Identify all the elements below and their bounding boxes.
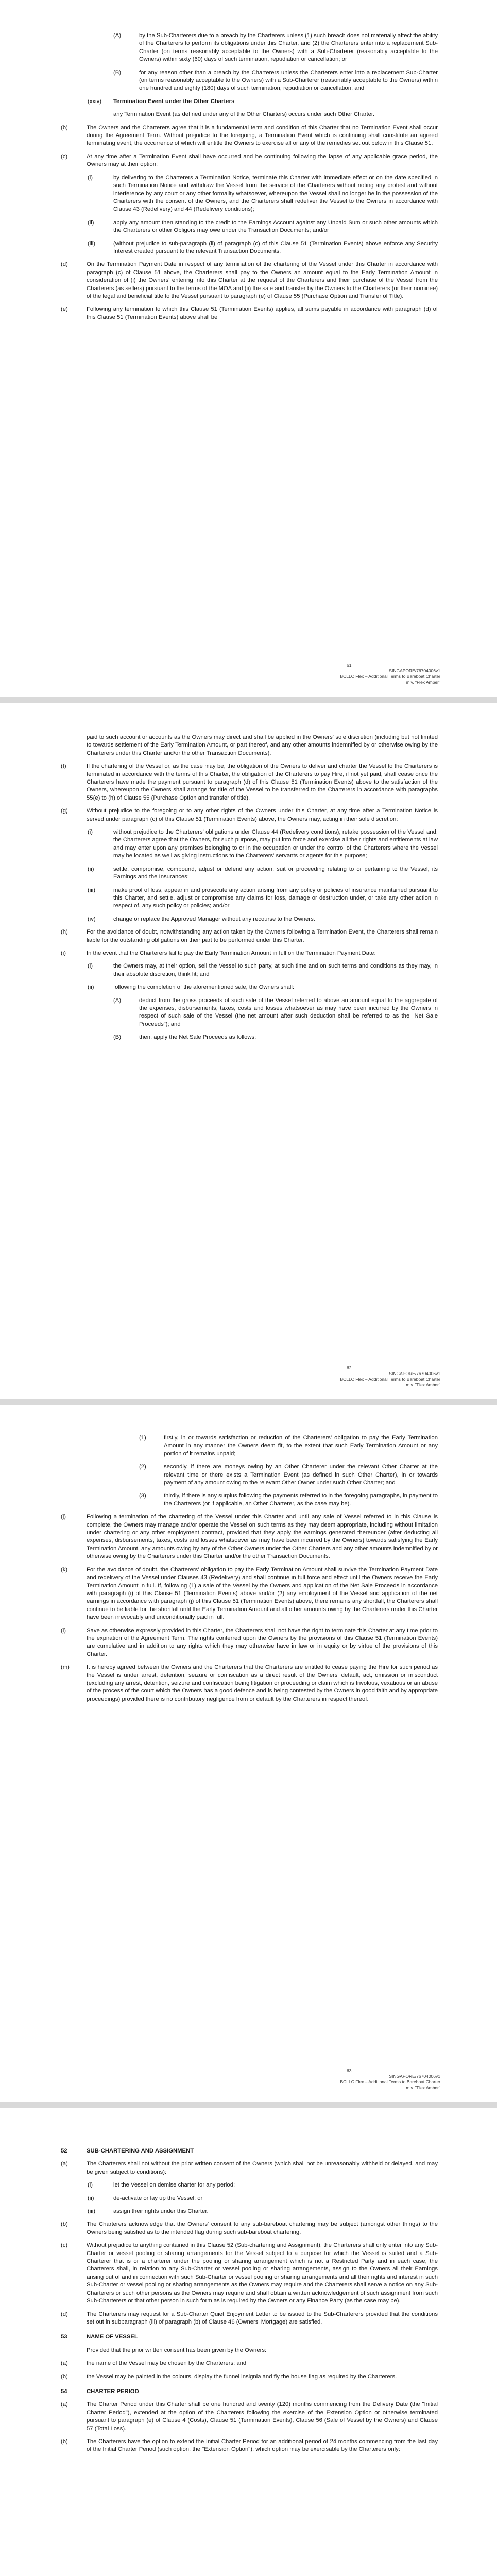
clause-text: paid to such account or accounts as the Owners may direct and shall be applied in the Owners' sole discretion (including but not limited to towards settlement of the Early Termination Amount, or part thereof, and any other amounts indemnified by or otherwise owing by the Charterers under this Charter and/or the other Transaction Documents). [87,734,438,756]
clause-text: by delivering to the Charterers a Termination Notice, terminate this Charter with immediate effect or on the date specified in such Termination Notice and withdraw the Vessel from the service of the Charterers without noting any protest and without interference by any court or any other formality whatsoever, whereupon the Vessel shall no longer be in the possession of the Charterers with the consent of the Owners, and the Charterers shall redeliver the Vessel to the Owners in accordance with Clause 43 (Redelivery) and 44 (Redelivery conditions); [113,174,438,213]
page-number: 63 [347,2068,352,2073]
footer-vessel: m.v. "Flex Amber" [406,680,440,685]
clause-paragraph [61,887,438,910]
clause-paragraph [61,984,438,991]
document-page-1 [0,0,497,697]
clause-paragraph [61,69,438,93]
clause-number: (c) [61,153,68,160]
clause-paragraph [61,828,438,860]
page-number: 62 [347,1365,352,1370]
clause-text: The Charterers have the option to extend the Initial Charter Period for an additional period of 24 months commencing from the last day of the Initial Charter Period (such option, the "Extension Option"), which option may be exercisable by the Charterers only: [87,2438,438,2453]
clause-number: (B) [113,1034,122,1041]
page-4-body [61,2140,438,2459]
clause-number: (ii) [88,219,94,226]
document-page-4 [0,2108,497,2576]
clause-number: (d) [61,2311,68,2317]
clause-text: The Charterers acknowledge that the Owners' consent to any sub-bareboat chartering may be subject (amongst other things) to the Owners being satisfied as to the intended flag during such sub-bareboat chartering. [87,2221,438,2235]
clause-number: (iv) [88,916,96,922]
section-number: 54 [61,2388,67,2395]
clause-number: (A) [113,32,122,39]
clause-text: firstly, in or towards satisfaction or reduction of the Charterers' obligation to pay the Early Termination Amount in any manner the Owners deem fit, to the extent that such Early Termination Amount or any portion of it remains unpaid; [164,1435,438,1457]
clause-text: the name of the Vessel may be chosen by the Charterers; and [87,2360,247,2367]
clause-number: (A) [113,997,122,1004]
clause-paragraph [61,111,438,118]
clause-text: The Owners and the Charterers agree that it is a fundamental term and condition of this Charter that no Termination Event shall occur during the Agreement Term. Without prejudice to the foregoing, a Termination Event which is continuing shall constitute an agreed terminating event, the occurrence of which will entitle the Owners to exercise all or any of the remedies set out below in this Clause 51. [87,124,438,147]
clause-number: (iii) [88,240,96,247]
section-heading [61,2147,438,2155]
clause-number: (b) [61,124,68,131]
clause-text: assign their rights under this Charter. [113,2208,209,2215]
clause-paragraph [61,2242,438,2305]
footer-vessel: m.v. "Flex Amber" [406,2085,440,2090]
clause-paragraph [61,174,438,214]
clause-text: The Charter Period under this Charter shall be one hundred and twenty (120) months commencing from the Delivery Date (the "Initial Charter Period"), extended at the option of the Charterers following the exercise of the Extension Option or otherwise terminated pursuant to paragraph (e) of Clause 4 (Costs), Clause 51 (Termination Events), Clause 56 (Sale of Vessel by the Owners) and Clause 57 (Total Loss). [87,2401,438,2432]
clause-number: (g) [61,808,68,815]
clause-text: It is hereby agreed between the Owners and the Charterers that the Charterers are entitled to cease paying the Hire for such period as the Vessel is under arrest, detention, seizure or confiscation as a direct result of the Owners' default, act, omission or misconduct (excluding any arrest, detention, seizure and confiscation being litigation or proceeding or claim which is frivolous, vexatious or an abuse of the process of the court which the Owners has a good defence and is being contested by the Owners in good faith and by appropriate proceedings) provided there is no contributory negligence from or default by the Charterers in respect thereof. [87,1664,438,1702]
footer-title: BCLLC Flex – Additional Terms to Bareboat Charter [340,2079,440,2084]
clause-paragraph [61,2221,438,2236]
clause-text: let the Vessel on demise charter for any period; [113,2182,235,2189]
section-heading [61,2388,438,2396]
clause-text: Save as otherwise expressly provided in this Charter, the Charterers shall not have the right to terminate this Charter at any time prior to the expiration of the Agreement Term. The rights conferred upon the Owners by the provisions of this Clause 51 (Termination Events) are cumulative and in addition to any rights which they may otherwise have in law or in equity or by virtue of the provisions of this Charter. [87,1627,438,1657]
clause-number: (f) [61,763,66,770]
page-2-body [61,734,438,1047]
clause-number: (e) [61,306,68,313]
clause-text: If the chartering of the Vessel or, as the case may be, the obligation of the Owners to deliver and charter the Vessel to the Charterers is terminated in accordance with the terms of this Charter, the obligation of the Charterers to pay Hire, if not yet paid, shall cease once the Charterers have made the payment pursuant to paragraph (d) of this Clause 51 (Termination Events) above to the satisfaction of the Owners, whereupon the Owners shall arrange for title of the Vessel to be transferred to the Charterers in accordance with paragraphs 55(e) to (h) of Clause 55 (Purchase Option and transfer of title). [87,763,438,801]
clause-text: secondly, if there are moneys owing by an Other Charterer under the relevant Other Charter at the relevant time or there exists a Termination Event (as defined in such Other Charter), in or towards payment of any amount owing to the relevant Other Owner under such Other Charter; and [164,1464,438,1486]
clause-number: (i) [88,963,93,970]
clause-text: thirdly, if there is any surplus following the payments referred to in the foregoing paragraphs, in payment to the Charterers (or if applicable, an Other Charterer, as the case may be). [164,1493,438,1507]
clause-text: At any time after a Termination Event shall have occurred and be continuing following the lapse of any applicable grace period, the Owners may at their option: [87,153,438,168]
footer-title: BCLLC Flex – Additional Terms to Bareboat Charter [340,1377,440,1382]
clause-text: Following a termination of the chartering of the Vessel under this Charter and until any sale of Vessel referred to in this Clause is complete, the Owners may manage and/or operate the Vessel on such terms as they may deem appropriate, including without limitation under chartering or any other employment contract, provided that they apply the earnings generated thereunder (after deducting all expenses, disbursements, taxes, costs and losses whatsoever as may have been incurred by the Owners) towards satisfying the Early Termination Amount, any amounts owing by any of the Other Owners under the Other Charters and any other amounts indemnified by or otherwise owing by the Charterers under this Charter and/or the other Transaction Documents. [87,1514,438,1560]
page-3-body [61,1434,438,1708]
clause-text: deduct from the gross proceeds of such sale of the Vessel referred to above an amount equal to the aggregate of the expenses, disbursements, taxes, costs and losses whatsoever as may have been incurred by the Owners in respect of such sale of the Vessel (the net amount after such deduction shall be referred to as the "Net Sale Proceeds"); and [139,997,438,1027]
clause-number: (b) [61,2373,68,2380]
clause-paragraph [61,1513,438,1561]
page-number: 61 [347,663,352,668]
clause-paragraph [61,2438,438,2454]
clause-paragraph [61,219,438,235]
clause-text: without prejudice to the Charterers' obligations under Clause 44 (Redelivery conditions), retake possession of the Vessel and, the Charterers agree that the Owners, for such purpose, may put into force and exercise all their rights and entitlements at law and may enter upon any premises belonging to or in the occupation or under the control of the Charterers where the Vessel may be located as well as giving instructions to the Charterers' servants or agents for this purpose; [113,829,438,859]
clause-number: (1) [139,1435,146,1441]
clause-number: (ii) [88,866,94,872]
clause-text: Provided that the prior written consent has been given by the Owners: [87,2347,267,2353]
clause-text: The Charterers may request for a Sub-Charter Quiet Enjoyment Letter to be issued to the Sub-Charterers provided that the conditions set out in subparagraph (iii) of paragraph (b) of Clause 46 (Owners' Mortgage) are satisfied. [87,2311,438,2325]
clause-number: (ii) [88,984,94,991]
clause-paragraph [61,2195,438,2202]
clause-paragraph [61,1664,438,1703]
footer-ref: SINGAPORE/76704006v1 [389,2074,440,2079]
clause-paragraph [61,928,438,944]
document-page-2 [0,703,497,1399]
clause-text: de-activate or lay up the Vessel; or [113,2195,203,2201]
clause-number: (i) [88,2182,93,2189]
clause-paragraph [61,98,438,106]
clause-text: the Vessel may be painted in the colours, display the funnel insignia and fly the house flag as required by the Charterers. [87,2373,397,2380]
clause-paragraph [61,734,438,757]
clause-text: (without prejudice to sub-paragraph (ii) of paragraph (c) of this Clause 51 (Termination Events) above enforce any Security Interest created pursuant to the relevant Transaction Documents. [113,240,438,255]
clause-paragraph [61,950,438,957]
clause-paragraph [61,2360,438,2367]
section-number: 52 [61,2148,67,2154]
clause-text: Without prejudice to the foregoing or to any other rights of the Owners under this Charter, at any time after a Termination Notice is served under paragraph (c) of this Clause 51 (Termination Events) above, the Owners may, acting in their sole discretion: [87,808,438,822]
clause-number: (iii) [88,887,96,893]
clause-paragraph [61,916,438,923]
clause-text: by the Sub-Charterers due to a breach by the Charterers unless (1) such breach does not materially affect the ability of the Charterers to perform its obligations under this Charter, and (2) the Charterers enter into a replacement Sub-Charter (on terms reasonably acceptable to the Owners) with a Sub-Charterer (reasonably acceptable to the Owners) within sixty (60) days of such termination, repudiation or cancellation; or [139,32,438,63]
clause-number: (a) [61,2360,68,2367]
clause-paragraph [61,2347,438,2354]
clause-paragraph [61,32,438,64]
clause-text: apply any amount then standing to the credit to the Earnings Account against any Unpaid Sum or such other amounts which the Charterers or other Obligors may owe under the Transaction Documents; and/or [113,219,438,234]
page-1-body [61,32,438,327]
clause-number: (h) [61,929,68,936]
clause-text: the Owners may, at their option, sell the Vessel to such party, at such time and on such terms and conditions as they may, in their absolute discretion, think fit; and [113,963,438,977]
clause-paragraph [61,2373,438,2381]
page-footer [340,663,441,685]
clause-text: any Termination Event (as defined under any of the Other Charters) occurs under such Other Charter. [113,111,375,118]
clause-number: (a) [61,2161,68,2167]
clause-number: (i) [61,950,66,956]
document-page-3 [0,1405,497,2102]
clause-number: (3) [139,1493,146,1499]
clause-text: Termination Event under the Other Charters [113,98,235,105]
clause-number: (m) [61,1664,70,1671]
footer-title: BCLLC Flex – Additional Terms to Bareboat Charter [340,674,440,679]
clause-number: (2) [139,1464,146,1470]
clause-text: following the completion of the aforementioned sale, the Owners shall: [113,984,295,991]
clause-paragraph [61,997,438,1029]
clause-paragraph [61,866,438,882]
clause-number: (l) [61,1627,66,1634]
clause-text: On the Termination Payment Date in respect of any termination of the chartering of the Vessel under this Charter in accordance with paragraph (c) of Clause 51 above, the Charterers shall pay to the Owners an amount equal to the Early Termination Amount in consideration of (i) the Owners' entering into this Charter at the request of the Charterers and their purchase of the Vessel from the Charterers (as sellers) pursuant to the terms of the MOA and (ii) the sale and transfer by the Owners to the Charterers (or their nominee) of the legal and beneficial title to the Vessel pursuant to paragraph (e) of Clause 55 (Purchase Option and Transfer of Title). [87,261,438,299]
clause-paragraph [61,2311,438,2327]
clause-number: (k) [61,1566,68,1573]
clause-text: settle, compromise, compound, adjust or defend any action, suit or proceeding relating to or pertaining to the Vessel, its Earnings and the Insurances; [113,866,438,880]
footer-vessel: m.v. "Flex Amber" [406,1382,440,1387]
section-heading [61,2333,438,2341]
clause-paragraph [61,2160,438,2176]
clause-text: make proof of loss, appear in and prosecute any action arising from any policy or policies of insurance maintained pursuant to this Charter, and settle, adjust or compromise any claims for loss, damage or destruction under, or take any other action in respect of, any such policy or policies; and/or [113,887,438,909]
page-footer [340,2068,441,2091]
clause-number: (d) [61,261,68,268]
clause-paragraph [61,962,438,978]
section-title: SUB-CHARTERING AND ASSIGNMENT [87,2148,194,2154]
footer-ref: SINGAPORE/76704006v1 [389,1371,440,1376]
clause-paragraph [61,2401,438,2433]
clause-paragraph [61,153,438,169]
clause-paragraph [61,2208,438,2215]
clause-text: then, apply the Net Sale Proceeds as follows: [139,1034,256,1041]
section-number: 53 [61,2334,67,2341]
clause-number: (B) [113,69,122,76]
clause-number: (ii) [88,2195,94,2201]
clause-paragraph [61,1033,438,1041]
clause-paragraph [61,2181,438,2189]
clause-paragraph [61,1434,438,1458]
clause-paragraph [61,1566,438,1622]
clause-number: (b) [61,2438,68,2445]
section-title: CHARTER PERIOD [87,2388,139,2395]
clause-number: (a) [61,2401,68,2408]
clause-text: The Charterers shall not without the prior written consent of the Owners (which shall not be unreasonably withheld or delayed, and may be given subject to conditions): [87,2161,438,2175]
clause-paragraph [61,762,438,802]
clause-text: For the avoidance of doubt, the Charterers' obligation to pay the Early Termination Amount shall survive the Termination Payment Date and redelivery of the Vessel under Clauses 43 (Redelivery) and shall continue in full force and effect until the Owners receive the Early Termination Amount in full. If, following (1) a sale of the Vessel by the Owners and application of the Net Sale Proceeds in accordance with paragraph (i) of this Clause 51 (Termination Events) above and/or (2) any employment of the Vessel and application of the net earnings in accordance with paragraph (j) of this Clause 51 (Termination Events) above, there remains any shortfall, the Charterers shall continue to be liable for the shortfall until the Early Termination Amount and all other amounts owing by the Charterers under this Charter have been irrevocably and unconditionally paid in full. [87,1566,438,1621]
clause-text: For the avoidance of doubt, notwithstanding any action taken by the Owners following a Termination Event, the Charterers shall remain liable for the outstanding obligations on their part to be performed under this Charter. [87,929,438,943]
clause-number: (i) [88,829,93,836]
clause-text: In the event that the Charterers fail to pay the Early Termination Amount in full on the Termination Payment Date: [87,950,376,956]
clause-number: (i) [88,174,93,181]
clause-paragraph [61,1492,438,1508]
clause-number: (c) [61,2242,68,2249]
clause-paragraph [61,807,438,823]
clause-number: (xxiv) [88,98,101,105]
clause-paragraph [61,240,438,256]
section-title: NAME OF VESSEL [87,2334,138,2341]
clause-number: (b) [61,2221,68,2228]
clause-number: (iii) [88,2208,96,2215]
clause-paragraph [61,124,438,148]
page-footer [340,1365,441,1388]
footer-ref: SINGAPORE/76704006v1 [389,668,440,673]
clause-text: Following any termination to which this Clause 51 (Termination Events) applies, all sums payable in accordance with paragraph (d) of this Clause 51 (Termination Events) above shall be [87,306,438,320]
clause-paragraph [61,1463,438,1487]
clause-paragraph [61,1627,438,1659]
clause-paragraph [61,306,438,321]
clause-paragraph [61,261,438,300]
clause-text: for any reason other than a breach by the Charterers unless the Charterers enter into a replacement Sub-Charter (on terms reasonably acceptable to the Owners) with a Sub-Charterer (reasonably acceptable to the Owners) within one hundred and eighty (180) days of such termination, repudiation or cancellation; and [139,69,438,92]
clause-number: (j) [61,1514,66,1520]
clause-text: change or replace the Approved Manager without any recourse to the Owners. [113,916,315,922]
clause-text: Without prejudice to anything contained in this Clause 52 (Sub-chartering and Assignment), the Charterers shall only enter into any Sub-Charter or vessel pooling or sharing arrangements for the Vessel subject to a purpose for which the Vessel is suited and a Sub-Charterer that is or a charterer under the pooling or sharing arrangement which is not a Restricted Party and in each case, the Charterers shall, in relation to any Sub-Charter or vessel pooling or sharing arrangements, assign to the Owners all their Earnings arising out of and in connection with such Sub-Charter or vessel pooling or sharing arrangements and all their rights and interest in such Sub-Charter or vessel pooling or sharing arrangements as the Owners may require and the Charterers shall serve a notice on any Sub-Charterers or such other persons as the Owners may require and shall obtain a written acknowledgement of such assignment from such Sub-Charterers or that other person in such form as is required by the Owners or any Finance Party (as the case may be). [87,2242,438,2304]
